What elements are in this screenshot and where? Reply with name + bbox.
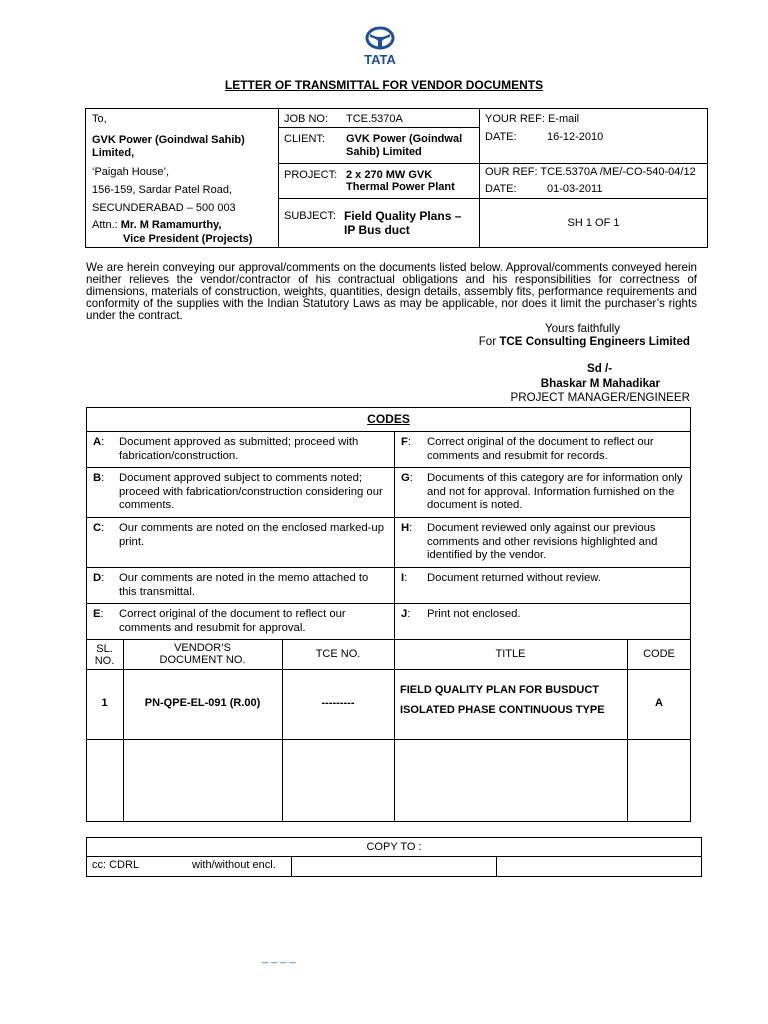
code-j-letter: J: <box>401 608 411 620</box>
row1-title-line2: ISOLATED PHASE CONTINUOUS TYPE <box>400 704 605 716</box>
tata-logo <box>356 24 404 68</box>
code-c-letter: C: <box>93 522 105 534</box>
signatory-designation: PROJECT MANAGER/ENGINEER <box>510 391 690 404</box>
code-a-text: Document approved as submitted; proceed with fabrication/construction. <box>119 436 359 462</box>
row1-title-line1: FIELD QUALITY PLAN FOR BUSDUCT <box>400 684 600 696</box>
project-value: 2 x 270 MW GVK Thermal Power Plant <box>346 169 455 193</box>
attention-line <box>92 219 221 231</box>
address-line1: ‘Paigah House’, <box>92 166 170 178</box>
sheet-number: SH 1 OF 1 <box>567 217 620 229</box>
code-b-text: Document approved subject to comments noted; proceed with fabrication/construction considering our comments. <box>119 472 383 511</box>
job-no-value: TCE.5370A <box>346 113 403 125</box>
code-f-text: Correct original of the document to reflect our comments and resubmit for records. <box>427 436 654 462</box>
project-label: PROJECT: <box>284 169 338 181</box>
date2-value: 01-03-2011 <box>547 183 603 195</box>
footer-mark: _ _ _ _ <box>262 952 296 964</box>
date2-label: DATE: <box>485 183 517 195</box>
code-h-text: Document reviewed only against our previous comments and other revisions highlighted and identified by the vendor. <box>427 522 658 561</box>
sd-mark: Sd /- <box>587 362 613 375</box>
job-no-label: JOB NO: <box>284 113 329 125</box>
col-header-title: TITLE <box>495 648 526 660</box>
copy-to-heading: COPY TO : <box>366 841 422 853</box>
subject-value: Field Quality Plans – IP Bus duct <box>344 209 462 237</box>
code-a-letter: A: <box>93 436 105 448</box>
row1-vendor-doc: PN-QPE-EL-091 (R.00) <box>144 697 261 709</box>
code-h-letter: H: <box>401 522 413 534</box>
page-title: LETTER OF TRANSMITTAL FOR VENDOR DOCUMENTS <box>224 78 544 92</box>
our-ref: OUR REF: TCE.5370A /ME/-CO-540-04/12 <box>485 166 696 178</box>
code-c-text: Our comments are noted on the enclosed marked-up print. <box>119 522 384 548</box>
address-line2: 156-159, Sardar Patel Road, <box>92 184 233 196</box>
col-header-vendor-doc: VENDOR’S DOCUMENT NO. <box>159 642 246 666</box>
row1-sl: 1 <box>101 697 108 709</box>
tata-logo-icon <box>356 24 404 68</box>
code-i-letter: I: <box>401 572 408 584</box>
code-b-letter: B: <box>93 472 105 484</box>
attn-label: Attn.: <box>92 219 121 231</box>
code-j-text: Print not enclosed. <box>427 608 521 620</box>
cc-label: cc: CDRL <box>92 859 140 871</box>
row1-code: A <box>655 697 663 709</box>
code-e-text: Correct original of the document to reflect our comments and resubmit for approval. <box>119 608 346 634</box>
for-prefix: For <box>478 335 500 348</box>
code-e-letter: E: <box>93 608 104 620</box>
attn-name: Mr. M Ramamurthy, <box>120 219 222 231</box>
subject-label: SUBJECT: <box>284 210 336 222</box>
codes-heading: CODES <box>367 412 410 426</box>
signatory-name: Bhaskar M Mahadikar <box>540 377 660 390</box>
signatory-company: TCE Consulting Engineers Limited <box>499 335 690 348</box>
for-company <box>300 335 690 348</box>
client-label: CLIENT: <box>284 133 325 145</box>
date1-value: 16-12-2010 <box>547 131 604 143</box>
code-i-text: Document returned without review. <box>427 572 601 584</box>
row1-tce-no: --------- <box>321 697 355 709</box>
cc-encl: with/without encl. <box>192 859 276 871</box>
your-ref: YOUR REF: E-mail <box>485 113 580 125</box>
col-header-tce-no: TCE NO. <box>315 648 361 660</box>
client-value: GVK Power (Goindwal Sahib) Limited <box>346 133 463 158</box>
code-g-letter: G: <box>401 472 413 484</box>
logo-text: TATA <box>364 52 396 67</box>
code-d-letter: D: <box>93 572 105 584</box>
code-f-letter: F: <box>401 436 412 448</box>
code-g-text: Documents of this category are for information only and not for approval. Information furnished on the document is noted. <box>427 472 683 511</box>
code-d-text: Our comments are noted in the memo attached to this transmittal. <box>119 572 369 598</box>
col-header-code: CODE <box>643 648 675 660</box>
date1-label: DATE: <box>485 131 517 143</box>
body-paragraph: We are herein conveying our approval/comments on the documents listed below. Approval/comments conveyed herein neither relieves the vendor/contractor of his contractual obligations and his responsibilities for correctness of dimensions, materials of construction, weights, quantities, design details, assembly fits, performance requirements and conformity of the supplies with the Indian Statutory Laws as may be applicable, nor does it limit the purchaser’s rights under the contract. <box>86 261 697 322</box>
attn-title: Vice President (Projects) <box>123 233 253 245</box>
address-to: To, <box>92 113 107 125</box>
address-line3: SECUNDERABAD – 500 003 <box>92 202 236 214</box>
closing: Yours faithfully <box>545 322 620 335</box>
col-header-sl: SL. NO. <box>94 643 115 667</box>
address-company: GVK Power (Goindwal Sahib) Limited, <box>92 134 245 159</box>
